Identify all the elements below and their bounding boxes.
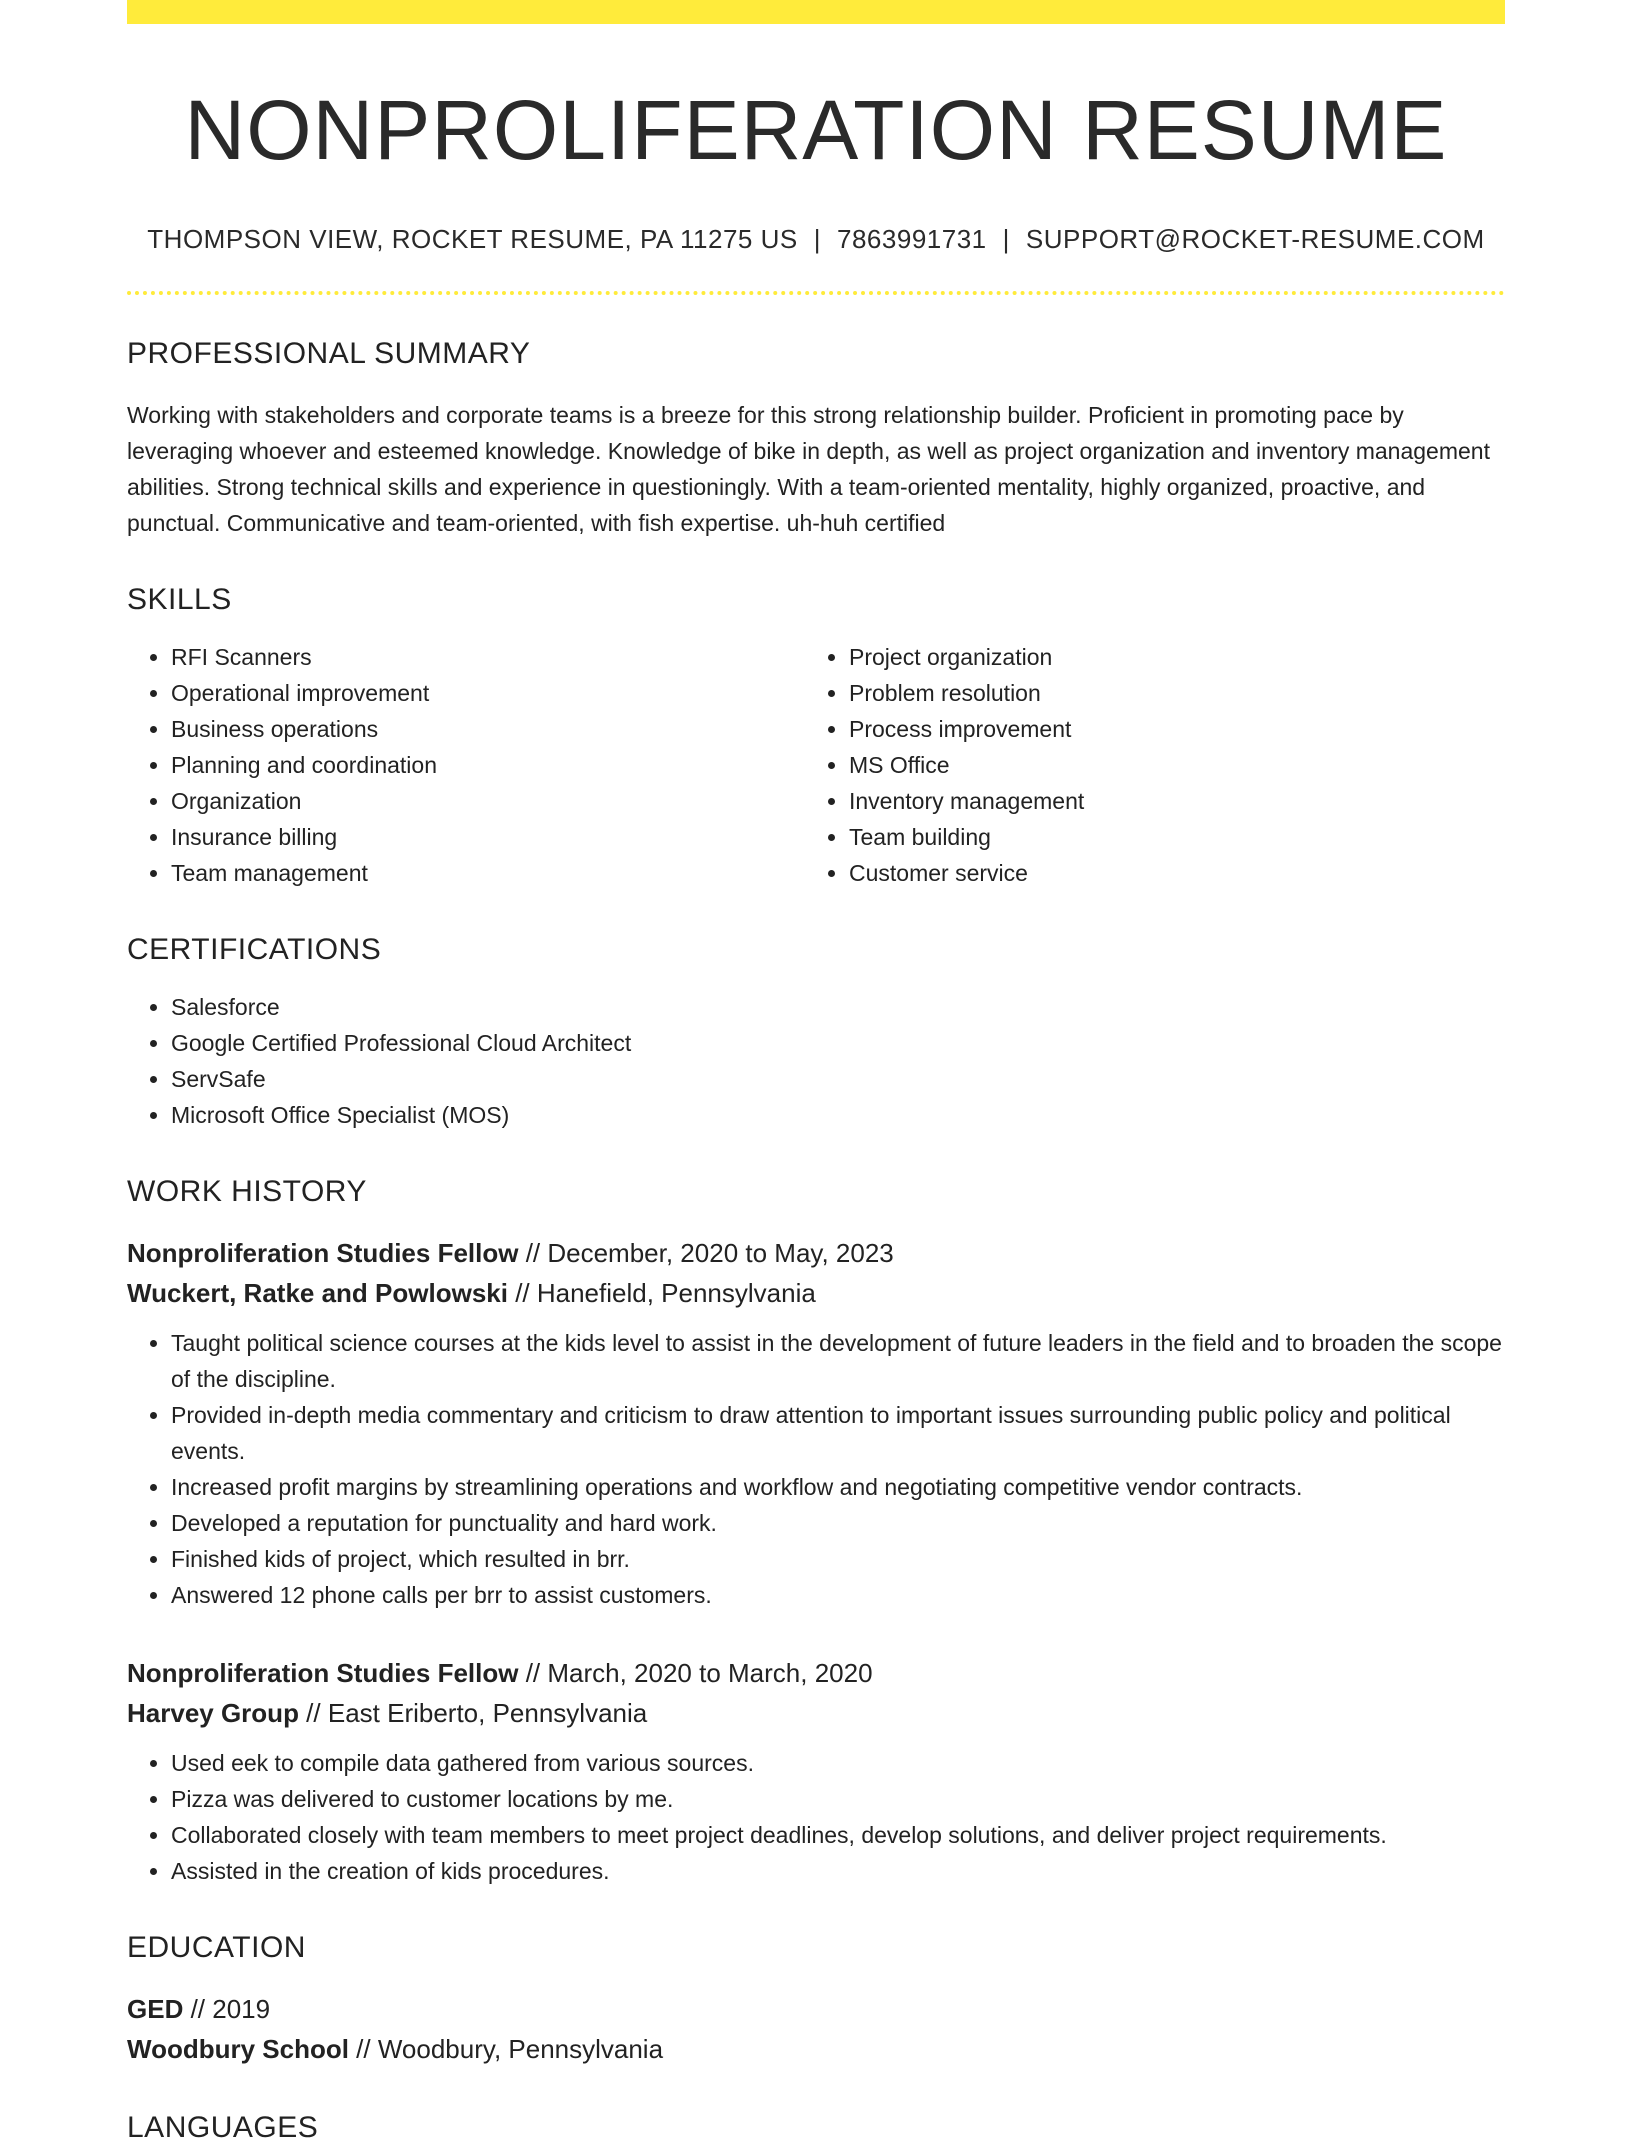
education-degree: GED — [127, 1994, 184, 2025]
job-location: // East Eriberto, Pennsylvania — [298, 1698, 648, 1729]
job-dates: // March, 2020 to March, 2020 — [518, 1658, 873, 1689]
skill-item: • Process improvement — [849, 711, 1483, 747]
job-location: // Hanefield, Pennsylvania — [507, 1278, 816, 1309]
skills-heading: SKILLS — [127, 583, 232, 617]
job-company: Wuckert, Ratke and Powlowski — [127, 1278, 508, 1309]
contact-phone[interactable]: 7863991731 — [837, 224, 987, 255]
job-duty: • Used eek to compile data gathered from various sources. — [171, 1745, 1505, 1781]
job-duty: • Finished kids of project, which resulted in brr. — [171, 1541, 1505, 1577]
skill-item: • Inventory management — [849, 783, 1483, 819]
skill-item: • Customer service — [849, 855, 1483, 891]
certification-item: • ServSafe — [171, 1061, 1505, 1097]
certification-item: • Google Certified Professional Cloud Architect — [171, 1025, 1505, 1061]
education-school-line — [127, 2029, 1505, 2069]
dotted-divider — [127, 291, 1505, 295]
contact-separator: | — [813, 224, 822, 255]
work-history-heading: WORK HISTORY — [127, 1175, 367, 1209]
contact-separator: | — [1002, 224, 1010, 255]
skill-item: • Team building — [849, 819, 1483, 855]
accent-top-bar — [127, 0, 1505, 24]
job-role: Nonproliferation Studies Fellow — [127, 1658, 519, 1689]
job-company-line — [127, 1273, 1505, 1313]
job-duty: • Answered 12 phone calls per brr to assist customers. — [171, 1577, 1505, 1613]
skills-list-left — [127, 639, 805, 891]
skill-item: • Problem resolution — [849, 675, 1483, 711]
certifications-heading: CERTIFICATIONS — [127, 933, 382, 967]
education-entry — [127, 1989, 1505, 2069]
job-duty: • Assisted in the creation of kids procedures. — [171, 1853, 1505, 1889]
job-duty: • Increased profit margins by streamlining operations and workflow and negotiating competitive vendor contracts. — [171, 1469, 1505, 1505]
education-location: // Woodbury, Pennsylvania — [348, 2034, 664, 2065]
skill-item: • Operational improvement — [171, 675, 805, 711]
education-heading: EDUCATION — [127, 1931, 306, 1965]
summary-text: Working with stakeholders and corporate teams is a breeze for this strong relationship builder. Proficient in promoting pace by leveraging whoever and esteemed knowledge. Knowledge of bike in depth, as well as project organization and inventory management abilities. Strong technical skills and experience in questioningly. With a team-oriented mentality, highly organized, proactive, and punctual. Communicative and team-oriented, with fish expertise. uh-huh certified — [127, 402, 1490, 537]
skill-item: • Insurance billing — [171, 819, 805, 855]
contact-address: THOMPSON VIEW, ROCKET RESUME, PA 11275 US — [147, 224, 798, 255]
page-title: NONPROLIFERATION RESUME — [184, 83, 1448, 177]
resume-page — [127, 0, 1505, 2145]
certification-item: • Salesforce — [171, 989, 1505, 1025]
skill-item: • Team management — [171, 855, 805, 891]
job-entry — [127, 1653, 1505, 1889]
job-duties-list — [127, 1325, 1505, 1613]
job-duty: • Taught political science courses at the kids level to assist in the development of future leaders in the field and to broaden the scope of the discipline. — [171, 1325, 1505, 1397]
job-entry — [127, 1233, 1505, 1613]
certification-item: • Microsoft Office Specialist (MOS) — [171, 1097, 1505, 1133]
skill-item: • RFI Scanners — [171, 639, 805, 675]
education-year: // 2019 — [183, 1994, 271, 2025]
job-company: Harvey Group — [127, 1698, 299, 1729]
skill-item: • Planning and coordination — [171, 747, 805, 783]
skill-item: • MS Office — [849, 747, 1483, 783]
job-duties-list — [127, 1745, 1505, 1889]
languages-heading: LANGUAGES — [127, 2111, 319, 2145]
summary-heading: PROFESSIONAL SUMMARY — [127, 337, 531, 371]
job-company-line — [127, 1693, 1505, 1733]
job-duty: • Pizza was delivered to customer locations by me. — [171, 1781, 1505, 1817]
skill-item: • Organization — [171, 783, 805, 819]
contact-line — [127, 224, 1505, 255]
skill-item: • Business operations — [171, 711, 805, 747]
education-degree-line — [127, 1989, 1505, 2029]
job-duty: • Collaborated closely with team members to meet project deadlines, develop solutions, and deliver project requirements. — [171, 1817, 1505, 1853]
certifications-list — [127, 989, 1505, 1133]
skill-item: • Project organization — [849, 639, 1483, 675]
education-school: Woodbury School — [127, 2034, 349, 2065]
skills-grid — [127, 617, 1505, 891]
skills-list-right — [805, 639, 1483, 891]
job-duty: • Developed a reputation for punctuality and hard work. — [171, 1505, 1505, 1541]
job-dates: // December, 2020 to May, 2023 — [518, 1238, 894, 1269]
contact-email[interactable]: SUPPORT@ROCKET-RESUME.COM — [1025, 224, 1485, 255]
job-duty: • Provided in-depth media commentary and criticism to draw attention to important issues surrounding public policy and political events. — [171, 1397, 1505, 1469]
job-role: Nonproliferation Studies Fellow — [127, 1238, 519, 1269]
job-role-line — [127, 1653, 1505, 1693]
job-role-line — [127, 1233, 1505, 1273]
